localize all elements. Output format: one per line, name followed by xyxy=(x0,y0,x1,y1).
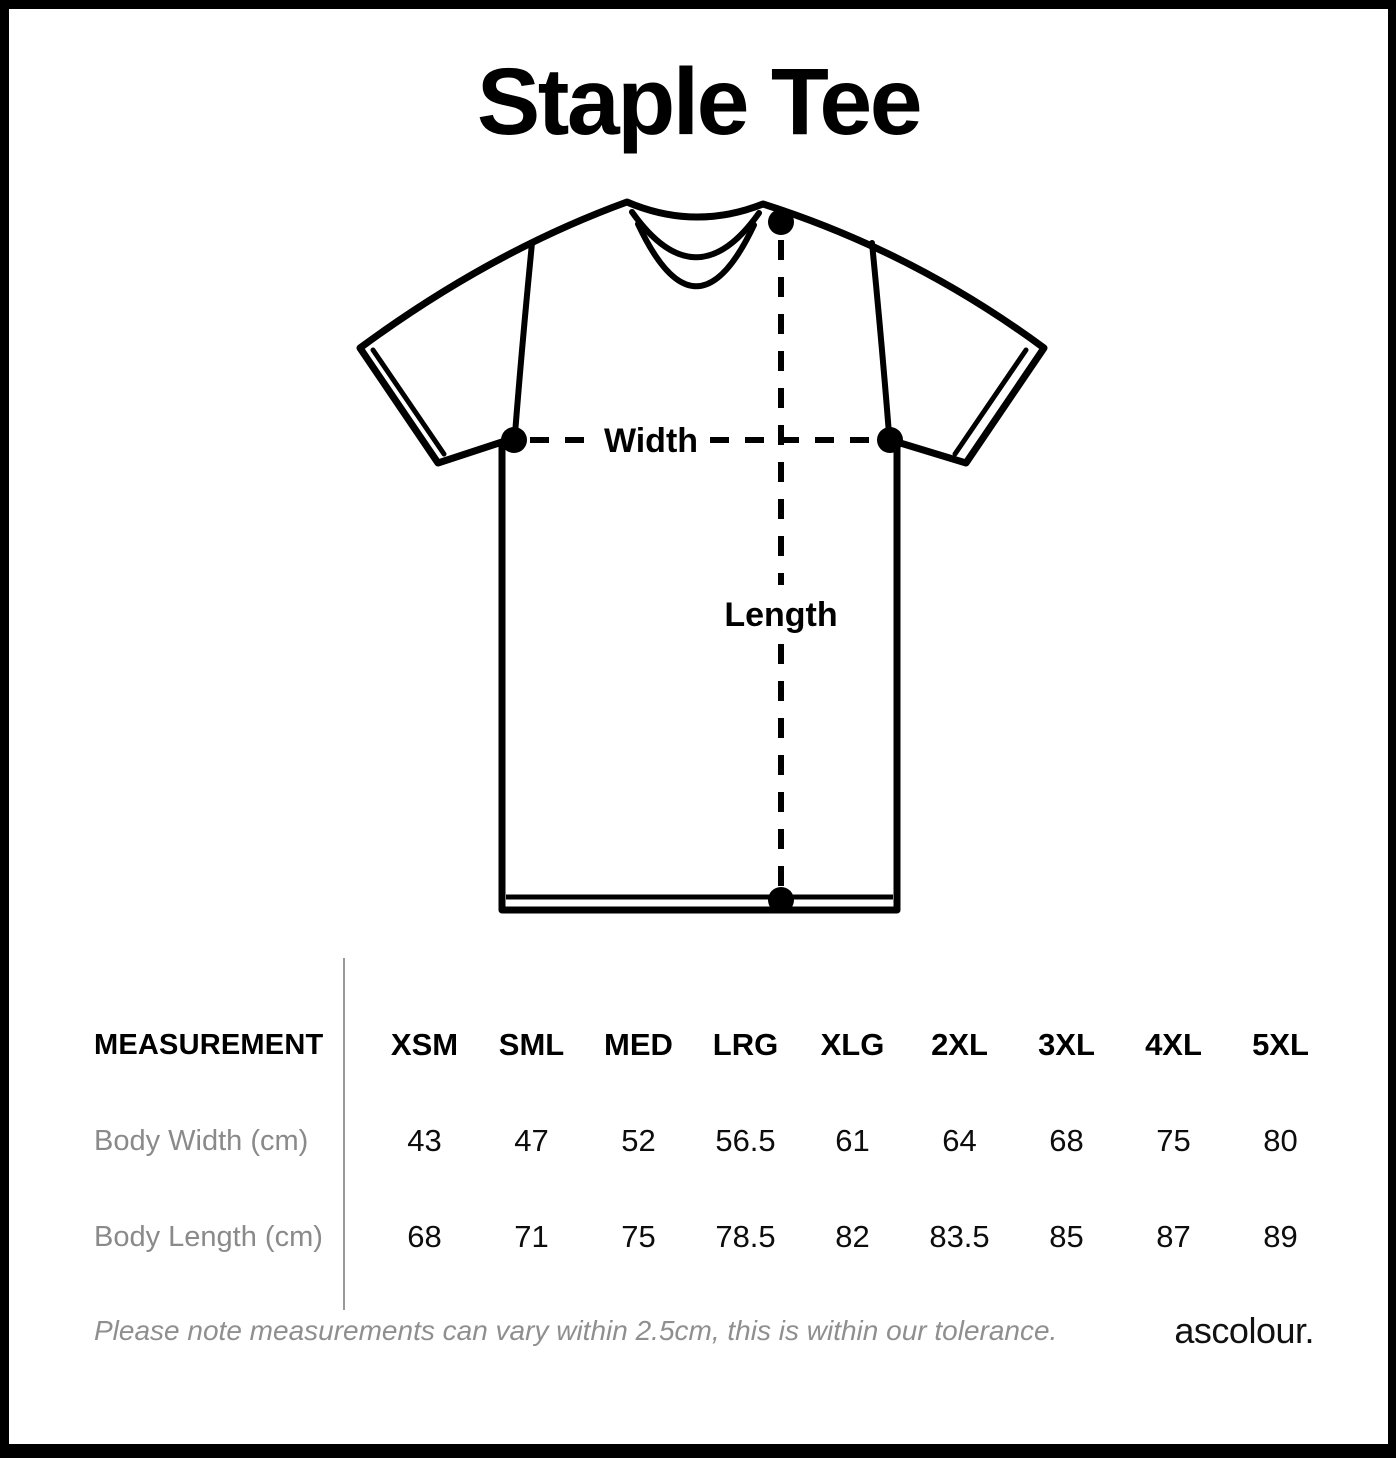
table-cell: 78.5 xyxy=(715,1219,776,1254)
table-header-5xl: 5XL xyxy=(1252,1027,1309,1062)
row-label-body-length: Body Length (cm) xyxy=(94,1220,323,1253)
measure-dot-hem xyxy=(768,887,794,913)
table-cell: 52 xyxy=(621,1123,656,1158)
table-cell: 85 xyxy=(1049,1219,1084,1254)
table-cell: 75 xyxy=(621,1219,656,1254)
tshirt-diagram xyxy=(330,180,1070,940)
table-header-measurement: MEASUREMENT xyxy=(94,1028,324,1061)
table-cell: 68 xyxy=(1049,1123,1084,1158)
tolerance-note: Please note measurements can vary within 2.5cm, this is within our tolerance. xyxy=(94,1315,1058,1346)
table-header-med: MED xyxy=(604,1027,673,1062)
table-cell: 71 xyxy=(514,1219,549,1254)
table-cell: 75 xyxy=(1156,1123,1191,1158)
table-cell: 87 xyxy=(1156,1219,1191,1254)
table-header-row xyxy=(9,997,1388,1093)
width-label: Width xyxy=(603,422,699,460)
table-cell: 43 xyxy=(407,1123,442,1158)
table-cell: 68 xyxy=(407,1219,442,1254)
measure-dot-neck xyxy=(768,209,794,235)
table-cell: 89 xyxy=(1263,1219,1298,1254)
table-header-xsm: XSM xyxy=(390,1027,459,1062)
table-header-4xl: 4XL xyxy=(1145,1027,1202,1062)
measure-dot-left-underarm xyxy=(501,427,527,453)
table-cell: 83.5 xyxy=(929,1219,990,1254)
length-label: Length xyxy=(724,596,838,634)
table-header-lrg: LRG xyxy=(712,1027,779,1062)
table-row-body-length xyxy=(9,1189,1388,1285)
tshirt-outline xyxy=(360,202,1044,910)
tshirt-svg xyxy=(330,180,1070,940)
row-label-body-width: Body Width (cm) xyxy=(94,1124,309,1157)
brand-logo: ascolour. xyxy=(1174,1310,1314,1351)
table-header-sml: SML xyxy=(498,1027,565,1062)
table-cell: 61 xyxy=(835,1123,870,1158)
table-cell: 64 xyxy=(942,1123,977,1158)
table-row-body-width xyxy=(9,1093,1388,1189)
page-title: Staple Tee xyxy=(476,49,921,155)
table-header-xlg: XLG xyxy=(820,1027,885,1062)
table-header-3xl: 3XL xyxy=(1038,1027,1095,1062)
table-cell: 80 xyxy=(1263,1123,1298,1158)
measure-dot-right-underarm xyxy=(877,427,903,453)
table-header-2xl: 2XL xyxy=(931,1027,988,1062)
table-cell: 56.5 xyxy=(715,1123,776,1158)
table-cell: 82 xyxy=(835,1219,870,1254)
table-cell: 47 xyxy=(514,1123,549,1158)
footer xyxy=(9,1305,1388,1357)
